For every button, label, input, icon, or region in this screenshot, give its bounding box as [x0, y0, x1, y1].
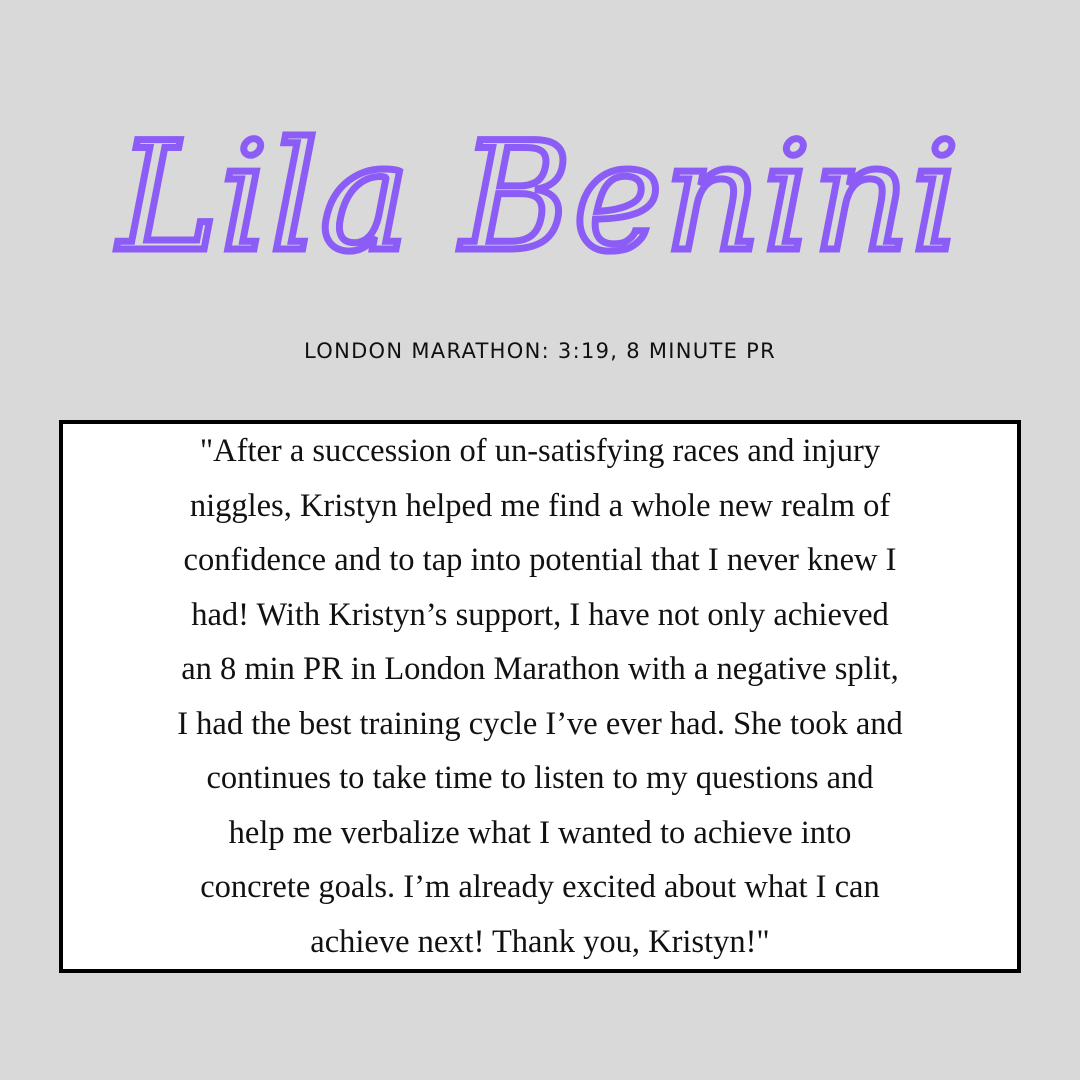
quote-line: confidence and to tap into potential that I never knew I: [183, 542, 897, 578]
quote-line: "After a succession of un-satisfying races and injury: [199, 433, 881, 469]
quote-line: an 8 min PR in London Marathon with a negative split,: [181, 651, 899, 687]
quote-box: [59, 420, 1021, 973]
quote-line: continues to take time to listen to my questions and: [206, 760, 874, 796]
testimonial-quote: [63, 424, 1017, 969]
quote-line: achieve next! Thank you, Kristyn!": [310, 923, 770, 960]
testimonial-name-title: Lila Benini: [118, 111, 962, 285]
quote-line: had! With Kristyn’s support, I have not only achieved: [191, 596, 889, 633]
race-result-subtitle: LONDON MARATHON: 3:19, 8 MINUTE PR: [303, 339, 776, 363]
quote-line: help me verbalize what I wanted to achieve into: [228, 814, 852, 851]
quote-line: niggles, Kristyn helped me find a whole new realm of: [189, 487, 891, 524]
quote-line: I had the best training cycle I’ve ever had. She took and: [177, 705, 903, 742]
quote-line: concrete goals. I’m already excited about what I can: [200, 869, 880, 905]
